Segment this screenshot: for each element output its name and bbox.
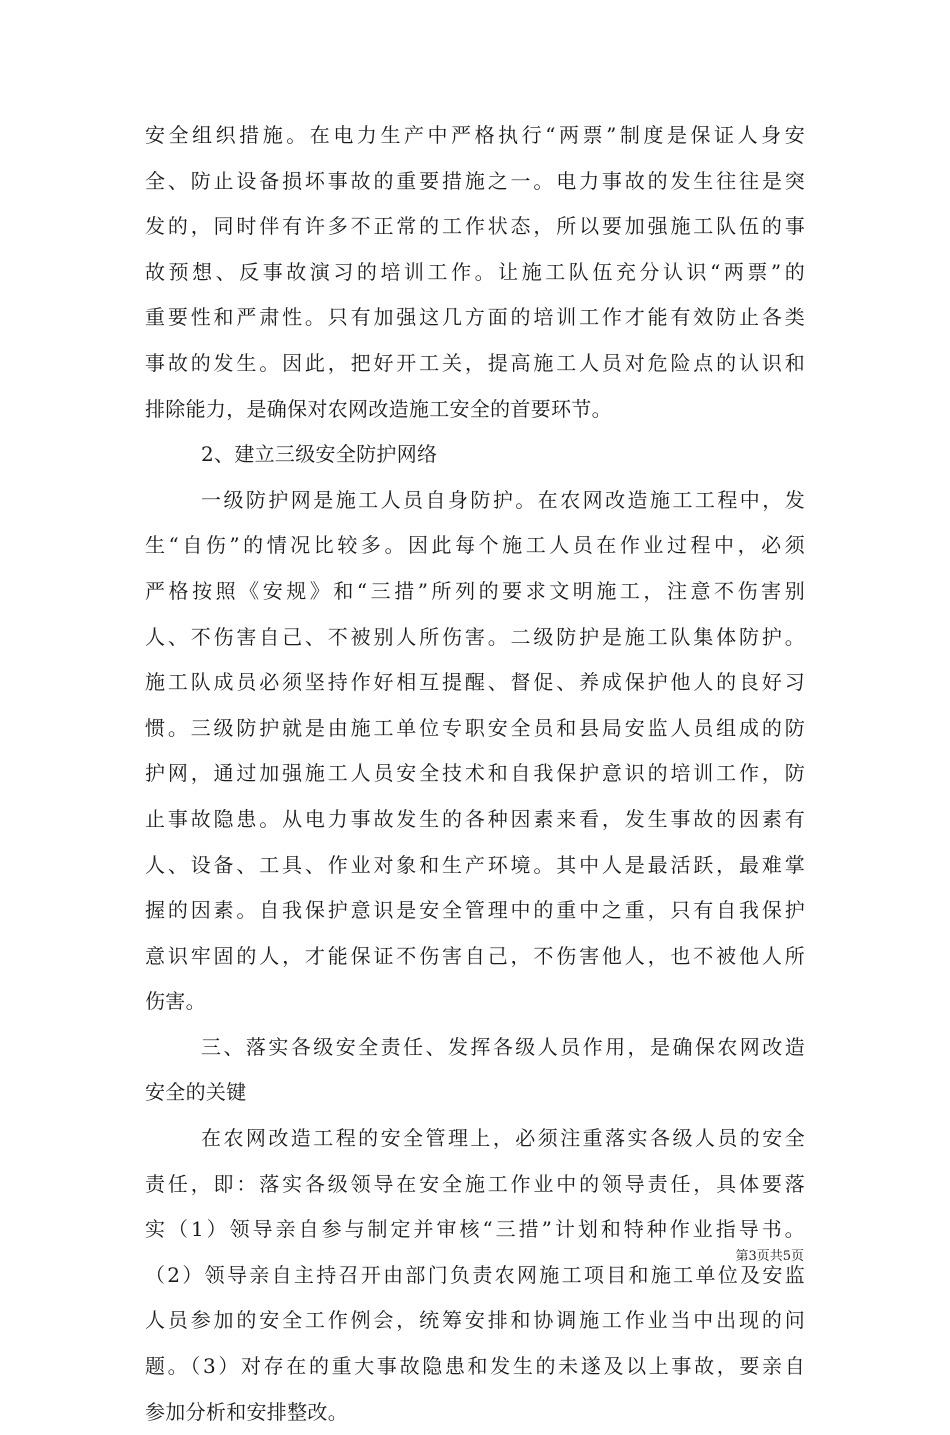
text-line: 生“自伤”的情况比较多。因此每个施工人员在作业过程中，必须	[145, 533, 805, 558]
text-line: 人、不伤害自己、不被别人所伤害。二级防护是施工队集体防护。	[145, 624, 805, 649]
body-text	[145, 113, 805, 1435]
text-line: 排除能力，是确保对农网改造施工安全的首要环节。	[145, 396, 612, 421]
text-line: 止事故隐患。从电力事故发生的各种因素来看，发生事故的因素有	[145, 806, 805, 831]
text-line: 安全的关键	[145, 1080, 247, 1105]
text-line: 题。（3）对存在的重大事故隐患和发生的未遂及以上事故，要亲自	[145, 1354, 805, 1379]
text-line: 意识牢固的人，才能保证不伤害自己，不伤害他人，也不被他人所	[145, 943, 805, 968]
text-line: 发的，同时伴有许多不正常的工作状态，所以要加强施工队伍的事	[145, 214, 805, 239]
text-line: 伤害。	[145, 989, 206, 1014]
text-line: 参加分析和安排整改。	[145, 1399, 348, 1424]
text-line: 人员参加的安全工作例会，统筹安排和协调施工作业当中出现的问	[145, 1308, 805, 1333]
text-line: 人、设备、工具、作业对象和生产环境。其中人是最活跃，最难掌	[145, 852, 805, 877]
text-line: 惯。三级防护就是由施工单位专职安全员和县局安监人员组成的防	[145, 715, 805, 740]
text-line: 2、建立三级安全防护网络	[201, 442, 438, 467]
text-line: 责任，即：落实各级领导在安全施工作业中的领导责任，具体要落	[145, 1171, 805, 1196]
text-line: 严格按照《安规》和“三措”所列的要求文明施工，注意不伤害别	[145, 578, 805, 603]
text-line: 故预想、反事故演习的培训工作。让施工队伍充分认识“两票”的	[145, 259, 805, 284]
text-line: 安全组织措施。在电力生产中严格执行“两票”制度是保证人身安	[145, 123, 805, 147]
text-line: 实（1）领导亲自参与制定并审核“三措”计划和特种作业指导书。	[145, 1217, 805, 1242]
text-line: 在农网改造工程的安全管理上，必须注重落实各级人员的安全	[201, 1126, 805, 1151]
text-line: 施工队成员必须坚持作好相互提醒、督促、养成保护他人的良好习	[145, 670, 805, 695]
text-line: 握的因素。自我保护意识是安全管理中的重中之重，只有自我保护	[145, 898, 805, 923]
text-line: 重要性和严肃性。只有加强这几方面的培训工作才能有效防止各类	[145, 305, 805, 330]
page-number: 第3页共5页	[735, 1249, 804, 1264]
text-line: 全、防止设备损坏事故的重要措施之一。电力事故的发生往往是突	[145, 168, 805, 193]
text-line: 一级防护网是施工人员自身防护。在农网改造施工工程中，发	[201, 487, 805, 512]
text-line: 护网，通过加强施工人员安全技术和自我保护意识的培训工作，防	[145, 761, 805, 786]
text-line: 事故的发生。因此，把好开工关，提高施工人员对危险点的认识和	[145, 350, 805, 375]
text-line: 三、落实各级安全责任、发挥各级人员作用，是确保农网改造	[201, 1034, 805, 1059]
text-line: （2）领导亲自主持召开由部门负责农网施工项目和施工单位及安监	[145, 1262, 805, 1287]
